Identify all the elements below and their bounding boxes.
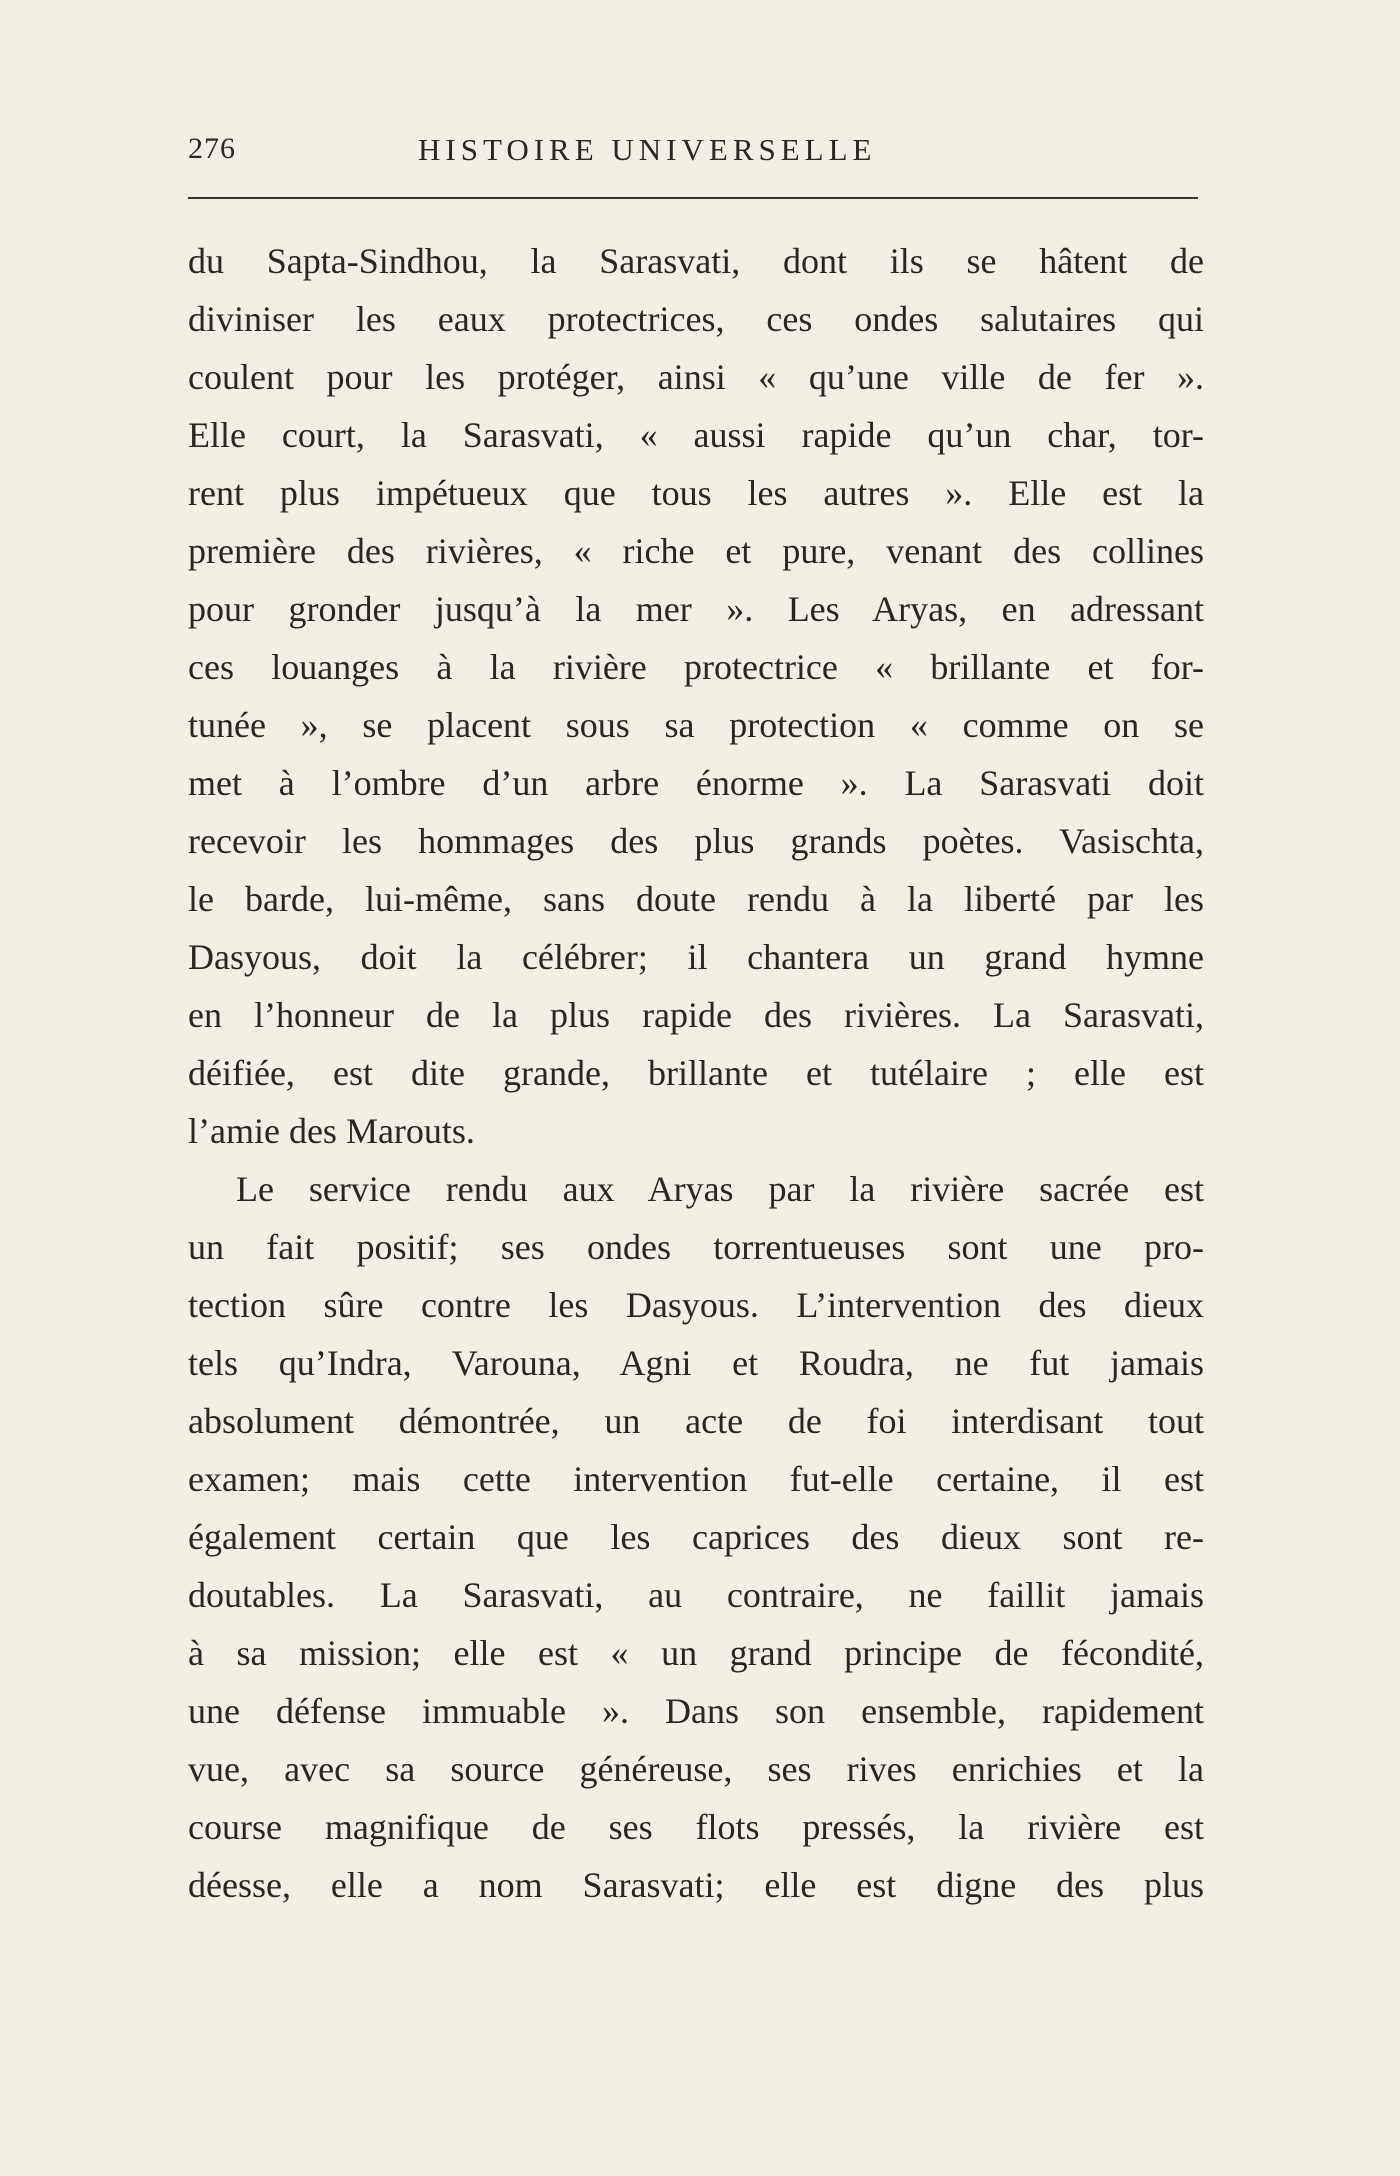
text-line: du Sapta-Sindhou, la Sarasvati, dont ils se hâtent de xyxy=(188,241,1204,281)
text-line: course magnifique de ses flots pressés, la rivière est xyxy=(188,1807,1204,1847)
text-line: examen; mais cette intervention fut-elle certaine, il est xyxy=(188,1459,1204,1499)
text-line: recevoir les hommages des plus grands poètes. Vasischta, xyxy=(188,821,1204,861)
text-line: également certain que les caprices des dieux sont re- xyxy=(188,1517,1204,1557)
text-line: tunée », se placent sous sa protection « comme on se xyxy=(188,705,1204,745)
text-line: à sa mission; elle est « un grand principe de fécondité, xyxy=(188,1633,1204,1673)
text-line: déesse, elle a nom Sarasvati; elle est digne des plus xyxy=(188,1865,1204,1905)
text-line: doutables. La Sarasvati, au contraire, ne faillit jamais xyxy=(188,1575,1204,1615)
paragraph-2 xyxy=(188,1160,1204,1914)
text-line: Elle court, la Sarasvati, « aussi rapide qu’un char, tor- xyxy=(188,415,1204,455)
text-line: déifiée, est dite grande, brillante et tutélaire ; elle est xyxy=(188,1053,1204,1093)
text-line: Dasyous, doit la célébrer; il chantera un grand hymne xyxy=(188,937,1204,977)
paragraph-1 xyxy=(188,232,1204,1160)
text-line: ces louanges à la rivière protectrice « brillante et for- xyxy=(188,647,1204,687)
text-line: l’amie des Marouts. xyxy=(188,1111,475,1151)
text-line: première des rivières, « riche et pure, venant des collines xyxy=(188,531,1204,571)
text-line: tection sûre contre les Dasyous. L’intervention des dieux xyxy=(188,1285,1204,1325)
text-line: rent plus impétueux que tous les autres ». Elle est la xyxy=(188,473,1204,513)
text-line: en l’honneur de la plus rapide des rivières. La Sarasvati, xyxy=(188,995,1204,1035)
text-line: un fait positif; ses ondes torrentueuses sont une pro- xyxy=(188,1227,1204,1267)
text-line: met à l’ombre d’un arbre énorme ». La Sarasvati doit xyxy=(188,763,1204,803)
text-line: diviniser les eaux protectrices, ces ondes salutaires qui xyxy=(188,299,1204,339)
text-line: tels qu’Indra, Varouna, Agni et Roudra, ne fut jamais xyxy=(188,1343,1204,1383)
text-line: vue, avec sa source généreuse, ses rives enrichies et la xyxy=(188,1749,1204,1789)
text-line: pour gronder jusqu’à la mer ». Les Aryas, en adressant xyxy=(188,589,1204,629)
text-line: coulent pour les protéger, ainsi « qu’une ville de fer ». xyxy=(188,357,1204,397)
text-line: le barde, lui-même, sans doute rendu à la liberté par les xyxy=(188,879,1204,919)
page-number: 276 xyxy=(188,132,236,165)
text-line: Le service rendu aux Aryas par la rivière sacrée est xyxy=(236,1169,1204,1209)
text-line: absolument démontrée, un acte de foi interdisant tout xyxy=(188,1401,1204,1441)
running-title: HISTOIRE UNIVERSELLE xyxy=(418,132,877,167)
header-rule xyxy=(188,197,1198,199)
body-text xyxy=(188,232,1204,1914)
running-head xyxy=(188,132,1198,176)
text-line: une défense immuable ». Dans son ensemble, rapidement xyxy=(188,1691,1204,1731)
